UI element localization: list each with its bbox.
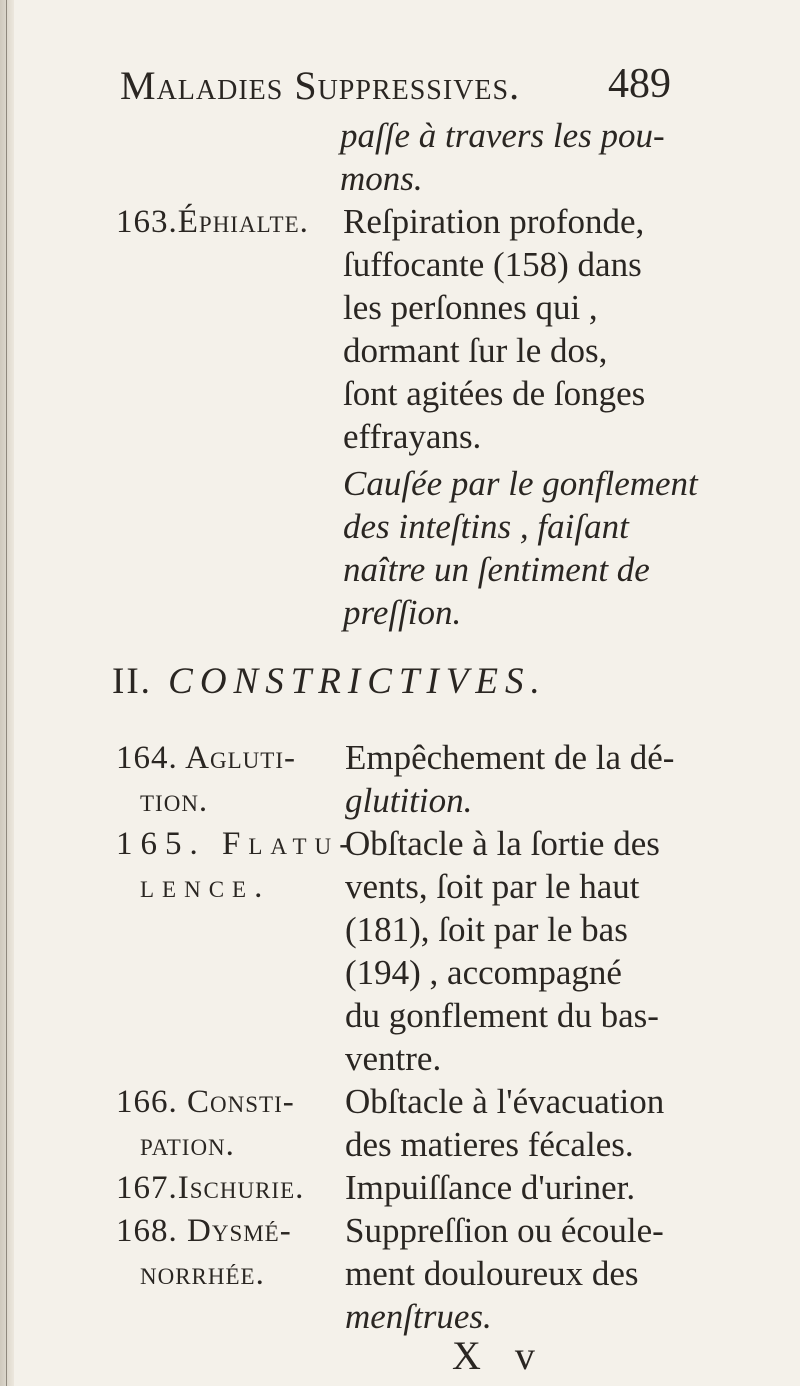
text-line: paſſe à travers les pou- [340,116,665,155]
text-line: menſtrues. [345,1297,492,1336]
page-edge [0,0,14,1386]
text-line: ſont agitées de ſonges [343,374,646,413]
text-line: ſuffocante (158) dans [343,245,642,284]
entry-term-164: 164. Agluti- [116,740,296,776]
text-line: Empêchement de la dé- [345,738,675,777]
text-line: Reſpiration profonde, [343,202,645,241]
running-title: Maladies Suppressives. [120,63,521,108]
text-line: ventre. [345,1039,442,1078]
text-line: les perſonnes qui , [343,288,598,327]
entry-term-166: pation. [140,1127,235,1163]
entry-term-168: norrhée. [140,1256,265,1292]
text-line: ment douloureux des [345,1254,639,1293]
page-number: 489 [608,61,671,107]
entry-term-163: 163.Éphialte. [116,204,309,240]
text-line: des inteſtins , faiſant [343,507,629,546]
signature-mark: X v [452,1333,547,1378]
text-line: dormant ſur le dos, [343,331,608,370]
text-line: vents, ſoit par le haut [345,867,640,906]
text-line: des matieres fécales. [345,1125,634,1164]
text-line: glutition. [345,781,473,820]
entry-term-165: 165. Flatu- [116,826,359,862]
text-line: Obſtacle à la ſortie des [345,824,660,863]
text-line: naître un ſentiment de [343,550,650,589]
section-number: II. [112,661,152,702]
text-line: effrayans. [343,417,482,456]
section-title: CONSTRICTIVES. [168,661,547,702]
text-line: Obſtacle à l'évacuation [345,1082,665,1121]
text-line: mons. [340,159,423,198]
entry-term-167: 167.Ischurie. [116,1170,305,1206]
text-line: Cauſée par le gonflement [343,464,698,503]
text-line: (181), ſoit par le bas [345,910,628,949]
binding-line [6,0,7,1386]
entry-term-168: 168. Dysmé- [116,1213,292,1249]
text-line: du gonflement du bas- [345,996,659,1035]
text-line: Suppreſſion ou écoule- [345,1211,664,1250]
entry-term-166: 166. Consti- [116,1084,295,1120]
section-heading [112,660,547,703]
text-line: preſſion. [343,593,462,632]
text-line: (194) , accompagné [345,953,622,992]
entry-term-164: tion. [140,783,209,819]
entry-term-165: lence. [140,869,271,905]
text-line: Impuiſſance d'uriner. [345,1168,636,1207]
